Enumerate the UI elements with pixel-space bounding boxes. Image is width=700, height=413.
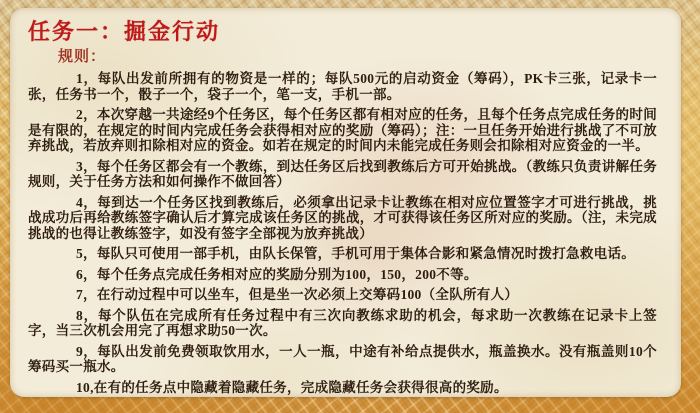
rule-item: 6，每个任务点完成任务相对应的奖励分别为100，150，200不等。 <box>76 266 478 282</box>
parchment-panel <box>10 8 681 397</box>
rule-item: 3，每个任务区都会有一个教练，到达任务区后找到教练后方可开始挑战。（教练只负责讲解任务规则，关于任务方法和如何操作不做回答） <box>28 158 657 189</box>
page-title: 任务一：掘金行动 <box>28 19 221 44</box>
rules-list <box>28 71 657 395</box>
rule-item: 10,在有的任务点中隐藏着隐藏任务，完成隐藏任务会获得很高的奖励。 <box>76 379 508 395</box>
rules-label: 规则： <box>58 49 107 65</box>
rule-item: 8，每个队伍在完成所有任务过程中有三次向教练求助的机会，每求助一次教练在记录卡上签字，当三次机会用完了再想求助50一次。 <box>28 307 657 338</box>
rules-document <box>10 8 681 397</box>
rule-item: 4，每到达一个任务区找到教练后，必须拿出记录卡让教练在相对应位置签字才可进行挑战，挑战成功后再给教练签字确认后才算完成该任务区的挑战，才可获得该任务区所对应的奖励。（注，未完成挑战的也得让教练签字，如没有签字全部视为放弃挑战） <box>28 194 657 241</box>
rule-item: 2，本次穿越一共途经9个任务区，每个任务区都有相对应的任务，且每个任务点完成任务的时间是有限的，在规定的时间内完成任务会获得相对应的奖励（筹码）；注：一旦任务开始进行挑战了不可放弃挑战，若放弃则扣除相对应的资金。如若在规定的时间内未能完成任务则会扣除相对应资金的一半。 <box>28 107 657 153</box>
rule-item: 7，在行动过程中可以坐车，但是坐一次必须上交筹码100（全队所有人） <box>76 287 519 302</box>
rule-item: 1，每队出发前所拥有的物资是一样的；每队500元的启动资金（筹码），PK卡三张，记录卡一张，任务书一个，骰子一个，袋子一个，笔一支，手机一部。 <box>28 71 657 102</box>
rule-item: 5，每队只可使用一部手机，由队长保管，手机可用于集体合影和紧急情况时拨打急救电话。 <box>76 246 636 261</box>
rule-item: 9，每队出发前免费领取饮用水，一人一瓶，中途有补给点提供水，瓶盖换水。没有瓶盖则10个筹码买一瓶水。 <box>28 343 657 374</box>
